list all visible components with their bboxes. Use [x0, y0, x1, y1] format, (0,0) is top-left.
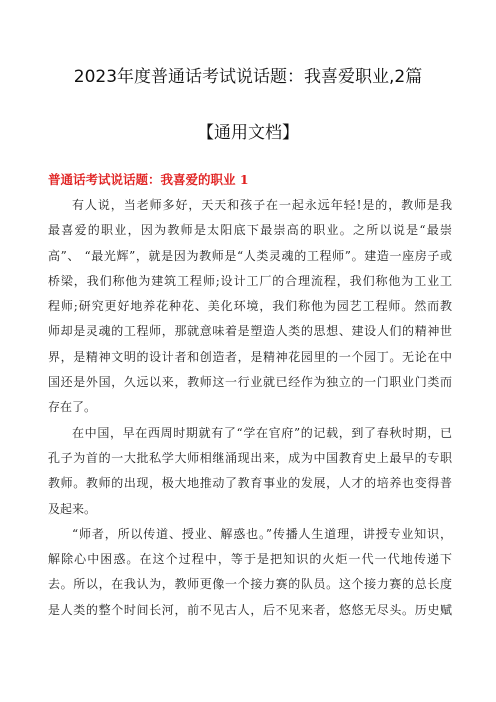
paragraph-2: [48, 421, 452, 522]
text-line: 是人类的整个时间长河，前不见古人，后不见来者，悠悠无尽头。历史赋: [48, 602, 452, 617]
paragraph-3: [48, 522, 452, 623]
text-line: 在中国，早在西周时期就有了“学在官府”的记载，到了春秋时期，已: [72, 425, 452, 440]
text-line: 孔子为首的一大批私学大师相继涌现出来，成为中国教育史上最早的专职: [48, 450, 452, 465]
paragraph-1: [48, 193, 452, 421]
text-line: 界，是精神文明的设计者和创造者，是精神花园里的一个园丁。无论在中: [48, 349, 452, 364]
text-line: 师却是灵魂的工程师，那就意味着是塑造人类的思想、建设人们的精神世: [48, 324, 452, 339]
text-line: 存在了。: [48, 400, 97, 415]
text-line: 最喜爱的职业，因为教师是太阳底下最崇高的职业。之所以说是“最崇: [48, 223, 452, 238]
text-line: 程师;研究更好地养花种花、美化环境，我们称他为园艺工程师。然而教: [48, 299, 452, 314]
body-text: [48, 193, 452, 623]
text-line: 解除心中困惑。在这个过程中，等于是把知识的火炬一代一代地传递下: [48, 552, 452, 567]
text-line: 去。所以，在我认为，教师更像一个接力赛的队员。这个接力赛的总长度: [48, 577, 452, 592]
section-heading: 普通话考试说话题：我喜爱的职业 1: [48, 172, 249, 187]
text-line: 教师。教师的出现，极大地推动了教育事业的发展，人才的培养也变得普: [48, 476, 452, 491]
document-subtitle: 【通用文档】: [197, 123, 299, 143]
text-line: 有人说，当老师多好，天天和孩子在一起永远年轻!是的，教师是我: [72, 198, 452, 212]
text-line: 高”、 “最光辉”，就是因为教师是“人类灵魂的工程师”。建造一座房子或: [48, 248, 452, 263]
document-title: 2023年度普通话考试说话题：我喜爱职业,2篇: [73, 67, 423, 87]
text-line: 国还是外国，久远以来，教师这一行业就已经作为独立的一门职业门类而: [48, 375, 452, 390]
text-line: 及起来。: [48, 501, 97, 516]
text-line: 桥梁，我们称他为建筑工程师;设计工厂的合理流程，我们称他为工业工: [48, 273, 452, 288]
text-line: “师者，所以传道、授业、解惑也。”传播人生道理，讲授专业知识，: [72, 526, 452, 541]
